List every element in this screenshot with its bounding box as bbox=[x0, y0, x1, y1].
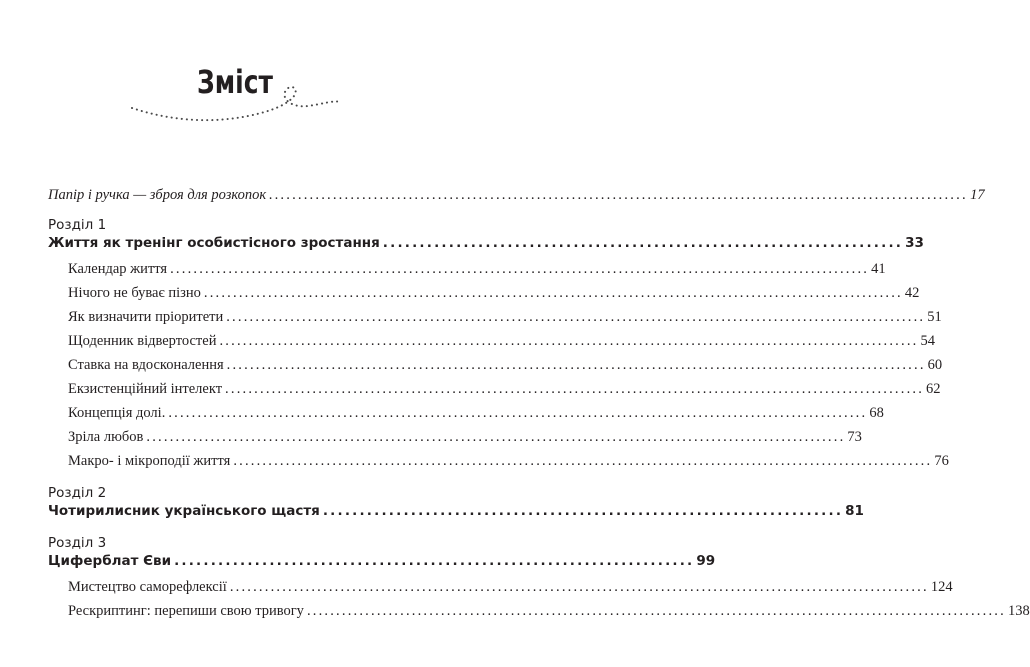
toc-page-number: 73 bbox=[847, 429, 862, 445]
toc-entry-title: Щоденник відвертостей bbox=[68, 333, 217, 349]
toc-entry[interactable] bbox=[68, 450, 949, 472]
dot-leader: ........................................................................................................................ bbox=[219, 333, 919, 349]
dot-leader: ........................................................................................................................ bbox=[229, 579, 929, 595]
dot-leader: ........................................................................................................................ bbox=[168, 405, 868, 421]
toc-chapter-title: Чотирилисник українського щастя bbox=[48, 503, 320, 519]
toc-page-number: 17 bbox=[970, 187, 985, 203]
toc-entry-title: Як визначити пріоритети bbox=[68, 309, 224, 325]
dotted-swirl-ornament-icon bbox=[128, 80, 348, 130]
toc-page-number: 68 bbox=[869, 405, 884, 421]
dot-leader: ........................................................................................................................ bbox=[226, 357, 926, 373]
toc-entry-title: Мистецтво саморефлексії bbox=[68, 579, 227, 595]
toc-chapter-title: Життя як тренінг особистісного зростання bbox=[48, 235, 380, 251]
toc-entry[interactable] bbox=[68, 378, 941, 400]
toc-entry-title: Екзистенційний інтелект bbox=[68, 381, 223, 397]
toc-page-number: 41 bbox=[871, 261, 886, 277]
toc-entry-title: Зріла любов bbox=[68, 429, 144, 445]
dot-leader: ........................................................................................................................ bbox=[226, 309, 926, 325]
toc-page-number: 76 bbox=[934, 453, 949, 469]
section-label-1: Розділ 1 bbox=[48, 217, 107, 233]
toc-entry[interactable] bbox=[68, 282, 920, 304]
dot-leader: ....................................................................... bbox=[174, 553, 695, 569]
toc-entry[interactable] bbox=[68, 306, 942, 328]
toc-entry[interactable] bbox=[68, 600, 1030, 622]
toc-entry-title: Нічого не буває пізно bbox=[68, 285, 201, 301]
dot-leader: ....................................................................... bbox=[382, 235, 904, 251]
dot-leader: ........................................................................................................................ bbox=[203, 285, 903, 301]
page-title: Зміст bbox=[197, 63, 273, 101]
toc-entry-title: Папір і ручка — зброя для розкопок bbox=[48, 187, 267, 203]
toc-entry-title: Макро- і мікроподії життя bbox=[68, 453, 231, 469]
toc-entry[interactable] bbox=[68, 576, 953, 598]
dot-leader: ........................................................................................................................ bbox=[146, 429, 846, 445]
dot-leader: ........................................................................................................................ bbox=[225, 381, 925, 397]
toc-entry-title: Рескриптинг: перепиши свою тривогу bbox=[68, 603, 304, 619]
toc-page-number: 124 bbox=[930, 579, 953, 595]
toc-chapter-1[interactable] bbox=[48, 232, 924, 254]
toc-chapter-title: Циферблат Єви bbox=[48, 553, 172, 569]
toc-entry[interactable] bbox=[68, 258, 886, 280]
toc-page-number: 54 bbox=[920, 333, 935, 349]
toc-entry[interactable] bbox=[68, 354, 943, 376]
section-label-2: Розділ 2 bbox=[48, 485, 107, 501]
toc-page-number: 42 bbox=[904, 285, 920, 301]
toc-page-number: 62 bbox=[926, 381, 941, 397]
toc-entry-title: Календар життя bbox=[68, 261, 168, 277]
toc-page-number: 81 bbox=[845, 503, 864, 519]
toc-entry[interactable] bbox=[68, 402, 884, 424]
toc-page-number: 33 bbox=[905, 235, 924, 251]
toc-page-number: 99 bbox=[696, 553, 716, 569]
toc-page-number: 51 bbox=[927, 309, 942, 325]
dot-leader: ........................................................................................................................ bbox=[306, 603, 1006, 619]
toc-entry-title: Ставка на вдосконалення bbox=[68, 357, 224, 373]
toc-entry-title: Концепція долі. bbox=[68, 405, 166, 421]
section-label-3: Розділ 3 bbox=[48, 535, 107, 551]
toc-page-number: 60 bbox=[927, 357, 943, 373]
dot-leader: ....................................................................... bbox=[322, 503, 844, 519]
dot-leader: ........................................................................................................................ bbox=[233, 453, 933, 469]
toc-chapter-3[interactable] bbox=[48, 550, 716, 572]
toc-entry[interactable] bbox=[68, 330, 935, 352]
toc-entry[interactable] bbox=[68, 426, 862, 448]
dot-leader: ........................................................................................................................ bbox=[269, 187, 969, 203]
dot-leader: ........................................................................................................................ bbox=[170, 261, 870, 277]
toc-chapter-2[interactable] bbox=[48, 500, 864, 522]
toc-entry-intro[interactable] bbox=[48, 184, 985, 206]
toc-page-number: 138 bbox=[1007, 603, 1030, 619]
